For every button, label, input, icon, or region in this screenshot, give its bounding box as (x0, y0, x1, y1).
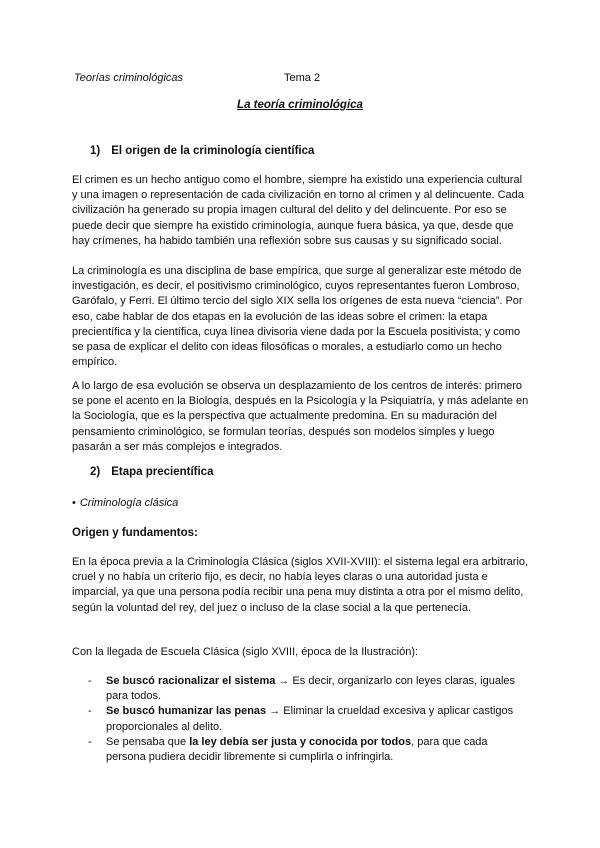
bullet-icon: • (72, 497, 76, 509)
section-1-paragraph-3: A lo largo de esa evolución se observa un desplazamiento de los centros de interés: primero se pone el acento en la Biología, después en la Psicología y la Psiquiatría, y más adelante en la Sociología, que es la perspectiva que actualmente predomina. En su maduración del pensamiento criminológico, se formulan teorías, después son modelos simples y luego pasarán a ser más complejos e integrados. (72, 380, 529, 453)
section-2-title: Etapa precientífica (111, 466, 214, 478)
list-dash: - (88, 705, 92, 718)
header-subject: Teorías criminológicas (74, 72, 184, 84)
list-item-bold: Se buscó racionalizar el sistema (106, 675, 276, 687)
bullet-criminologia-clasica (72, 497, 178, 509)
document-title: La teoría criminológica (237, 99, 363, 111)
list-item (88, 704, 528, 734)
list-item-bold: la ley debía ser justa y conocida por todos (189, 735, 412, 748)
list-item (88, 674, 528, 704)
section-1-paragraph-1: El crimen es un hecho antiguo como el hombre, siempre ha existido una experiencia cultural y una imagen o representación de cada civilización en torno al crimen y al delincuente. Cada civilización ha generado su propia imagen cultural del delito y del delincuente. Por eso se puede decir que siempre ha existido criminología, aunque fuera básica, ya que, desde que hay crímenes, ha habido también una reflexión sobre sus causas y su significado social. (72, 174, 524, 247)
section-1-paragraph-2: La criminología es una disciplina de base empírica, que surge al generalizar este método de investigación, es decir, el positivismo criminológico, cuyos representantes fueron Lombroso, Garófalo, y Ferri. El último tercio del siglo XIX sella los orígenes de esta nueva “ciencia”. Por eso, cabe hablar de dos etapas en la evolución de las ideas sobre el crimen: la etapa precientífica y la científica, cuya línea divisoria viene dada por la Escuela positivista; y como se pasa de explicar el delito con ideas filosóficas o morales, a estudiarlo como un hecho empírico. (72, 265, 523, 369)
list-item-text: → Eliminar la crueldad excesiva y aplicar castigos proporcionales al delito. (106, 705, 514, 733)
list-dash: - (88, 735, 92, 748)
origin-subheading: Origen y fundamentos: (72, 527, 198, 539)
list-dash: - (88, 675, 92, 687)
list-item-bold: Se buscó humanizar las penas (106, 705, 267, 718)
section-2-heading (90, 466, 213, 478)
section-1-number: 1) (90, 145, 101, 157)
section-2-number: 2) (90, 466, 101, 478)
section-1-title: El origen de la criminología científica (111, 145, 315, 157)
list-item-text: → Es decir, organizarlo con leyes claras, iguales para todos. (106, 675, 516, 703)
list-item-pretext: Se pensaba que (106, 735, 190, 748)
bullet-label-text: Criminología clásica (79, 497, 179, 509)
section-2-paragraph-1: En la época previa a la Criminología Clásica (siglos XVII-XVIII): el sistema legal era arbitrario, cruel y no había un criterio fijo, es decir, no había leyes claras o una autoridad justa e imparcial, ya que una persona podía recibir una pena muy distinta a otra por el mismo delito, según la voluntad del rey, del juez o incluso de la clase social a la que pertenecía. (72, 556, 529, 614)
section-2-paragraph-2: Con la llegada de Escuela Clásica (siglo XVIII, época de la Ilustración): (72, 646, 419, 658)
list-item (88, 735, 528, 765)
header-topic: Tema 2 (284, 72, 321, 84)
section-1-heading (90, 145, 314, 157)
reform-list (88, 674, 528, 765)
list-item-text: , para que cada persona pudiera decidir libremente si cumplirla o infringirla. (106, 735, 488, 764)
